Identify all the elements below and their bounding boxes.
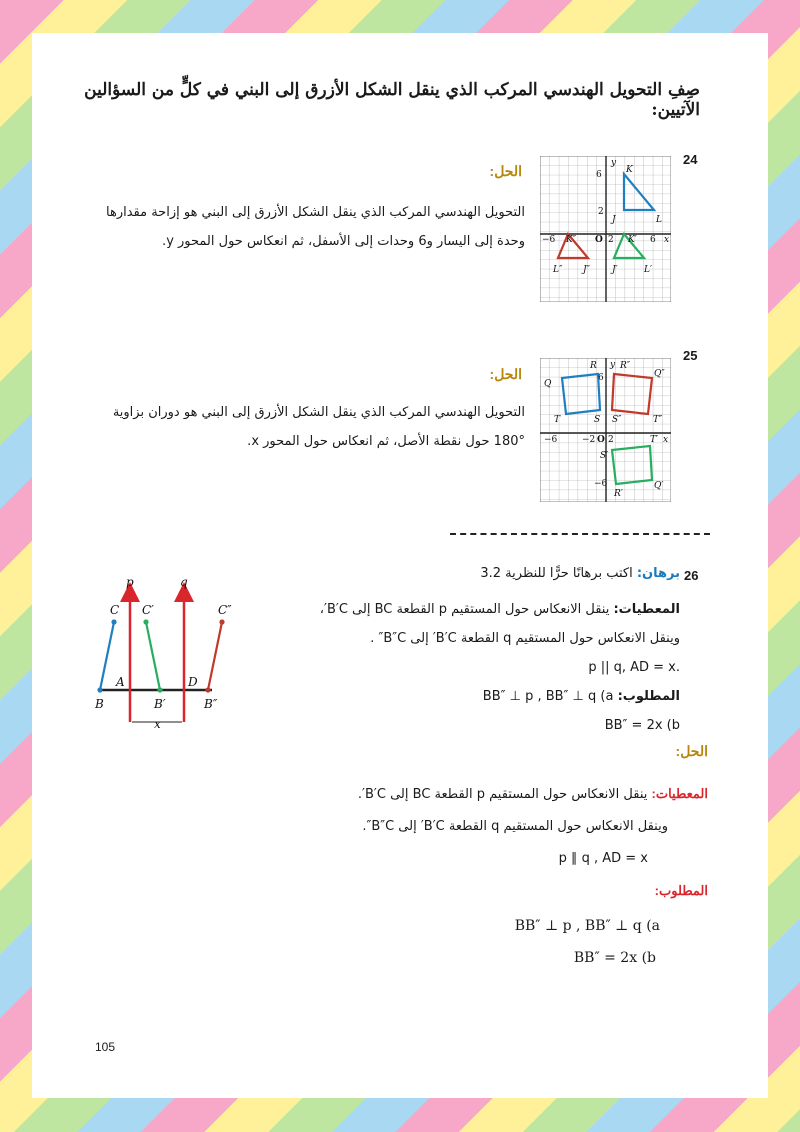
grid25-label-S1: S′ xyxy=(600,451,609,461)
label-B1: B′ xyxy=(154,697,166,711)
label-p: p xyxy=(126,575,134,589)
grid25-label-T1: T′ xyxy=(650,435,659,445)
solution26-required-label: المطلوب: xyxy=(654,883,708,898)
section-divider xyxy=(450,533,710,535)
grid24-tick-2: 2 xyxy=(598,207,604,217)
solution26-given-label: المعطيات: xyxy=(651,786,708,801)
grid25-label-y: y xyxy=(610,360,616,370)
q26-given-1: ينقل الانعكاس حول المستقيم p القطعة BC إلى B′C′، xyxy=(319,602,610,617)
grid24-label-K: K xyxy=(626,165,633,175)
grid25-label-S2: S″ xyxy=(612,415,622,425)
grid25-tick-neg6: −6 xyxy=(544,435,558,445)
q26-title: برهان: xyxy=(636,566,680,581)
q25-coordinate-grid xyxy=(540,358,671,502)
segment-BC xyxy=(100,622,114,690)
grid24-tick-2b: 2 xyxy=(608,235,614,245)
grid25-tick-6: 6 xyxy=(598,373,604,383)
grid25-label-R: R xyxy=(590,361,597,371)
q26-required-label: المطلوب: xyxy=(617,689,680,704)
q24-coordinate-grid xyxy=(540,156,671,302)
label-C2: C″ xyxy=(218,603,232,617)
solution26-given xyxy=(300,778,708,907)
question-26-number: 26 xyxy=(684,568,699,583)
grid25-label-S: S xyxy=(594,415,601,425)
grid25-label-R2: R″ xyxy=(620,361,631,371)
grid25-tick-2: 2 xyxy=(608,435,614,445)
segment-B1C1 xyxy=(146,622,160,690)
grid24-label-K1: K′ xyxy=(628,235,637,245)
grid24-label-x: x xyxy=(664,235,670,245)
grid25-label-T2: T″ xyxy=(653,415,663,425)
q26-given-label: المعطيات: xyxy=(613,602,680,617)
q26-reflection-figure xyxy=(90,572,250,732)
grid24-label-J1: J′ xyxy=(612,265,618,275)
grid24-label-L1: L′ xyxy=(644,265,653,275)
grid24-label-y: y xyxy=(611,158,617,168)
segment-B2C2 xyxy=(208,622,222,690)
label-x: x xyxy=(154,717,161,731)
grid25-tick-neg2: −2 xyxy=(582,435,596,445)
page-number: 105 xyxy=(95,1040,116,1054)
grid25-label-T: T xyxy=(554,415,561,425)
grid24-label-L2: L″ xyxy=(553,265,563,275)
grid24-label-J: J xyxy=(612,215,616,225)
grid24-label-J2: J″ xyxy=(583,265,590,275)
q25-solution-label: الحل: xyxy=(489,366,522,382)
q26-req-a: BB″ ⊥ p , BB″ ⊥ q (a xyxy=(482,689,614,704)
q26-header xyxy=(300,566,680,581)
label-B: B xyxy=(95,697,104,711)
solution26-req-a: BB″ ⊥ p , BB″ ⊥ q (a xyxy=(514,918,660,934)
solution26-given-3: p ∥ q , AD = x xyxy=(558,851,648,866)
point-C1 xyxy=(143,619,148,624)
solution26-label: الحل: xyxy=(675,743,708,759)
grid25-label-Q1: Q′ xyxy=(654,481,664,491)
grid25-label-Q: Q xyxy=(544,379,552,389)
label-B2: B″ xyxy=(204,697,218,711)
page-heading: صِفِ التحويل الهندسي المركب الذي ينقل الشكل الأزرق إلى البني في كلٍّ من السؤالين الآتيين: xyxy=(84,80,700,120)
point-B xyxy=(97,687,102,692)
solution26-required xyxy=(300,910,660,974)
q24-solution-label: الحل: xyxy=(489,163,522,179)
point-C xyxy=(111,619,116,624)
grid24-label-K2: K″ xyxy=(566,235,577,245)
point-B1 xyxy=(157,687,162,692)
grid25-tick-neg6b: −6 xyxy=(594,479,608,489)
grid25-label-R1: R′ xyxy=(614,489,623,499)
q26-given-3: .p || q, AD = x xyxy=(588,660,680,675)
grid24-label-L: L xyxy=(656,215,662,225)
grid25-label-x: x xyxy=(663,435,669,445)
q24-solution-text: التحويل الهندسي المركب الذي ينقل الشكل الأزرق إلى البني هو إزاحة مقدارها وحدة إلى اليسار و6 وحدات إلى الأسفل، ثم انعكاس حول المحور y. xyxy=(106,205,525,249)
grid25-label-Q2: Q″ xyxy=(654,369,665,379)
grid24-tick-6: 6 xyxy=(596,170,602,180)
label-D: D xyxy=(188,675,198,689)
q26-given xyxy=(250,595,680,740)
label-C1: C′ xyxy=(142,603,154,617)
solution26-req-b: BB″ = 2x (b xyxy=(573,950,656,966)
question-25-number: 25 xyxy=(683,348,698,363)
grid25-origin: O xyxy=(597,435,605,445)
grid24-tick-6r: 6 xyxy=(650,235,656,245)
label-q: q xyxy=(180,575,188,589)
q26-prompt: اكتب برهانًا حرًّا للنظرية 3.2 xyxy=(480,566,633,581)
point-C2 xyxy=(219,619,224,624)
label-C: C xyxy=(110,603,120,617)
grid24-origin: O xyxy=(595,235,603,245)
question-24-number: 24 xyxy=(683,152,698,167)
q26-req-b: BB″ = 2x (b xyxy=(604,718,680,733)
q26-given-2: وينقل الانعكاس حول المستقيم q القطعة B′C′ إلى B″C″ . xyxy=(370,631,680,646)
q25-solution-text: التحويل الهندسي المركب الذي ينقل الشكل الأزرق إلى البني هو دوران بزاوية °180 حول نقطة الأصل، ثم انعكاس حول المحور x. xyxy=(112,405,525,449)
solution26-given-2: وينقل الانعكاس حول المستقيم q القطعة B′C′ إلى B″C″. xyxy=(362,819,668,834)
solution26-given-1: ينقل الانعكاس حول المستقيم p القطعة BC إلى B′C′. xyxy=(357,787,648,802)
label-A: A xyxy=(116,675,125,689)
point-B2 xyxy=(205,687,210,692)
grid24-tick-neg6: −6 xyxy=(542,235,556,245)
